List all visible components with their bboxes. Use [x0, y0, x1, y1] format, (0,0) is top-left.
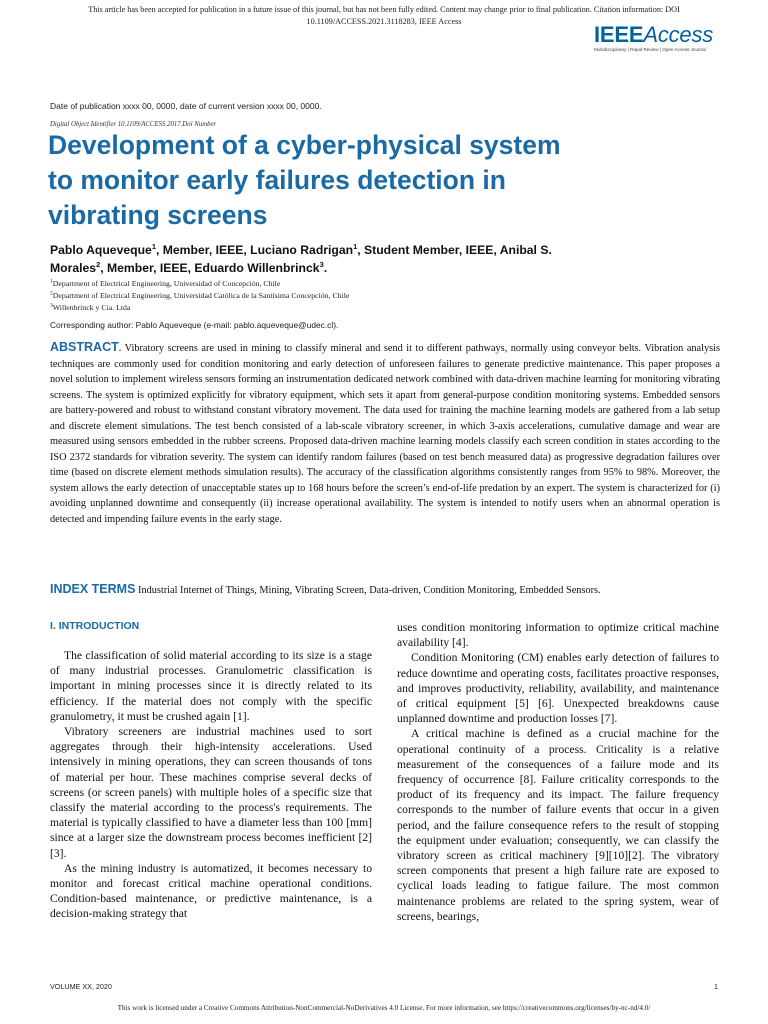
- title-line-1: Development of a cyber-physical system: [48, 130, 561, 160]
- author-name: Eduardo Willenbrinck: [194, 261, 320, 275]
- author-affiliation-mark: 3: [319, 259, 324, 269]
- corresponding-author: Corresponding author: Pablo Aqueveque (e-mail: pablo.aqueveque@udec.cl).: [50, 320, 339, 330]
- author-name: Luciano Radrigan: [250, 243, 354, 257]
- doi-identifier: Digital Object Identifier 10.1109/ACCESS.2017.Doi Number: [50, 121, 217, 128]
- body-paragraph: Vibratory screeners are industrial machines used to sort aggregates through their high-intensity accelerations. Used intensively in mining operations, they can screen thousands of tons of material per hour. These machines comprise several decks of screens (or screen panels) with multiple holes of a specific size that classify the material according to the process's requirements. The material is typically classified to have a diameter less than 100 [mm] since at a larger size the downstream process becomes inefficient [2] [3].: [50, 725, 372, 860]
- body-column-left: [50, 648, 372, 922]
- index-terms-body: Industrial Internet of Things, Mining, Vibrating Screen, Data-driven, Condition Monitoring, Embedded Sensors.: [135, 585, 601, 596]
- body-paragraph: uses condition monitoring information to optimize critical machine availability [4].: [397, 621, 719, 650]
- author-affiliation-mark: 2: [96, 259, 101, 269]
- affiliation-item: [50, 290, 349, 302]
- affiliations: [50, 278, 349, 314]
- author-role: , Student Member, IEEE,: [357, 243, 500, 257]
- ieee-access-logo: [594, 24, 724, 52]
- body-paragraph: As the mining industry is automatized, it becomes necessary to monitor and forecast critical machine operational conditions. Condition-based maintenance, or predictive maintenance, is a decision-making strategy that: [50, 861, 372, 921]
- affiliation-mark: 3: [50, 302, 53, 309]
- author-list-end: .: [323, 261, 328, 275]
- logo-ieee-text: IEEE: [594, 22, 644, 47]
- abstract-body: . Vibratory screens are used in mining to classify mineral and send it to different pathways, normally using conveyor belts. Vibration analysis techniques are commonly used for condition monitoring and early detection of unforeseen failures to generate predictive maintenance. This paper proposes a novel solution to implement wireless sensors forming an instrumentation dedicated network combined with data-driven machine learning for monitoring vibrating screens. The system is optimized explicitly for vibratory equipment, which sets it apart from general-purpose condition monitoring systems. Embedded sensors are battery-powered and robust to withstand constant vibratory movement. The data used for training the machine learning models are gathered from a lab setup and discrete element simulations. The test bench consisted of a lab-scale vibratory screener, in which 3-axis accelerations, cumulative damage and wear are measured using sensors embedded in the rubber screens. Proposed data-driven machine learning models classify each screen condition in states according to the ISO 2372 standards for vibration severity. The system can identify random failures (based on test bench measured data) as progressive degradation failures over time (based on discrete element methods simulation results). The accuracy of the classification algorithms consistently ranges from 95% to 98%. Moreover, the system allows the early detection of unacceptable states up to 168 hours before the screen’s end-of-life predation by an expert. The system is characterized for (i) avoiding unplanned downtime and consequently (ii) increase operational availability. The system is intended to notify users when an abnormal operation is detected and impending failure events in the early stage.: [50, 343, 720, 525]
- body-paragraph: Condition Monitoring (CM) enables early detection of failures to reduce downtime and operating costs, facilitates proactive responses, and improves productivity, reliability, availability, and maintenance of critical equipment [5] [6]. Unexpected breakdowns cause unplanned downtime and production losses [7].: [397, 651, 719, 726]
- footer-volume: VOLUME XX, 2020: [50, 982, 112, 991]
- index-terms: [50, 582, 730, 598]
- title-line-2: to monitor early failures detection in: [48, 165, 506, 195]
- author-name-cont: Morales: [50, 261, 97, 275]
- title-line-3: vibrating screens: [48, 200, 268, 230]
- affiliation-text: Department of Electrical Engineering, Universidad Católica de la Santísima Concepción, Chile: [52, 291, 350, 300]
- author-name: Pablo Aqueveque: [50, 243, 152, 257]
- author-affiliation-mark: 1: [353, 241, 358, 251]
- page-number: 1: [714, 982, 718, 991]
- author-affiliation-mark: 1: [151, 241, 156, 251]
- paper-title: [48, 128, 688, 233]
- publication-date: Date of publication xxxx 00, 0000, date of current version xxxx 00, 0000.: [50, 101, 322, 111]
- body-column-right: [397, 620, 719, 924]
- abstract: [50, 340, 720, 527]
- author-name: Anibal S.: [499, 243, 552, 257]
- index-terms-heading: INDEX TERMS: [50, 582, 136, 596]
- abstract-heading: ABSTRACT: [50, 340, 119, 354]
- logo-tagline: Multidisciplinary | Rapid Review | Open Access Journal: [594, 47, 706, 52]
- acceptance-notice-line2: 10.1109/ACCESS.2021.3118283, IEEE Access: [306, 17, 462, 26]
- affiliation-item: [50, 302, 349, 314]
- affiliation-item: [50, 278, 349, 290]
- body-paragraph: A critical machine is defined as a crucial machine for the operational continuity of a process. Criticality is a relative measurement of the consequences of a failure mode and its frequency of occurrence [8]. Failure criticality corresponds to the product of its frequency and its impact. The failure frequency corresponds to the number of failure events that occur in a given period, and the failure consequence refers to the result of stopping the equipment under evaluation; consequently, we can classify the vibratory screen as critical machinery [9][10][2]. The vibratory screen components that present a high failure rate are exposed to cyclical loads leading to fatigue failure. The most common maintenance problems are related to the spring system, wear of screens, bearings,: [397, 727, 719, 923]
- author-role: , Member, IEEE,: [155, 243, 251, 257]
- acceptance-notice-line1: This article has been accepted for publication in a future issue of this journal, but has not been fully edited. Content may change prior to final publication. Citation information: DOI: [88, 5, 680, 14]
- affiliation-mark: 1: [50, 278, 53, 285]
- section-heading-introduction: I. INTRODUCTION: [50, 620, 140, 632]
- affiliation-mark: 2: [50, 290, 53, 297]
- logo-access-text: Access: [643, 22, 714, 47]
- author-list: [50, 241, 740, 277]
- body-paragraph: The classification of solid material according to its size is a stage of many industrial processes. Granulometric classification is important in mining processes since it is directly related to its efficiency. If the material does not comply with the specific granulometry, it must be crushed again [1].: [50, 649, 372, 723]
- author-role: , Member, IEEE,: [100, 261, 195, 275]
- license-notice: This work is licensed under a Creative Commons Attribution-NonCommercial-NoDerivatives 4.0 License. For more information, see https://creativecommons.org/licenses/by-nc-nd/4.0/: [117, 1004, 651, 1012]
- logo-wordmark: [594, 24, 724, 46]
- affiliation-text: Department of Electrical Engineering, Universidad of Concepción, Chile: [52, 279, 281, 288]
- affiliation-text: Willenbrinck y Cia. Ltda: [52, 303, 131, 312]
